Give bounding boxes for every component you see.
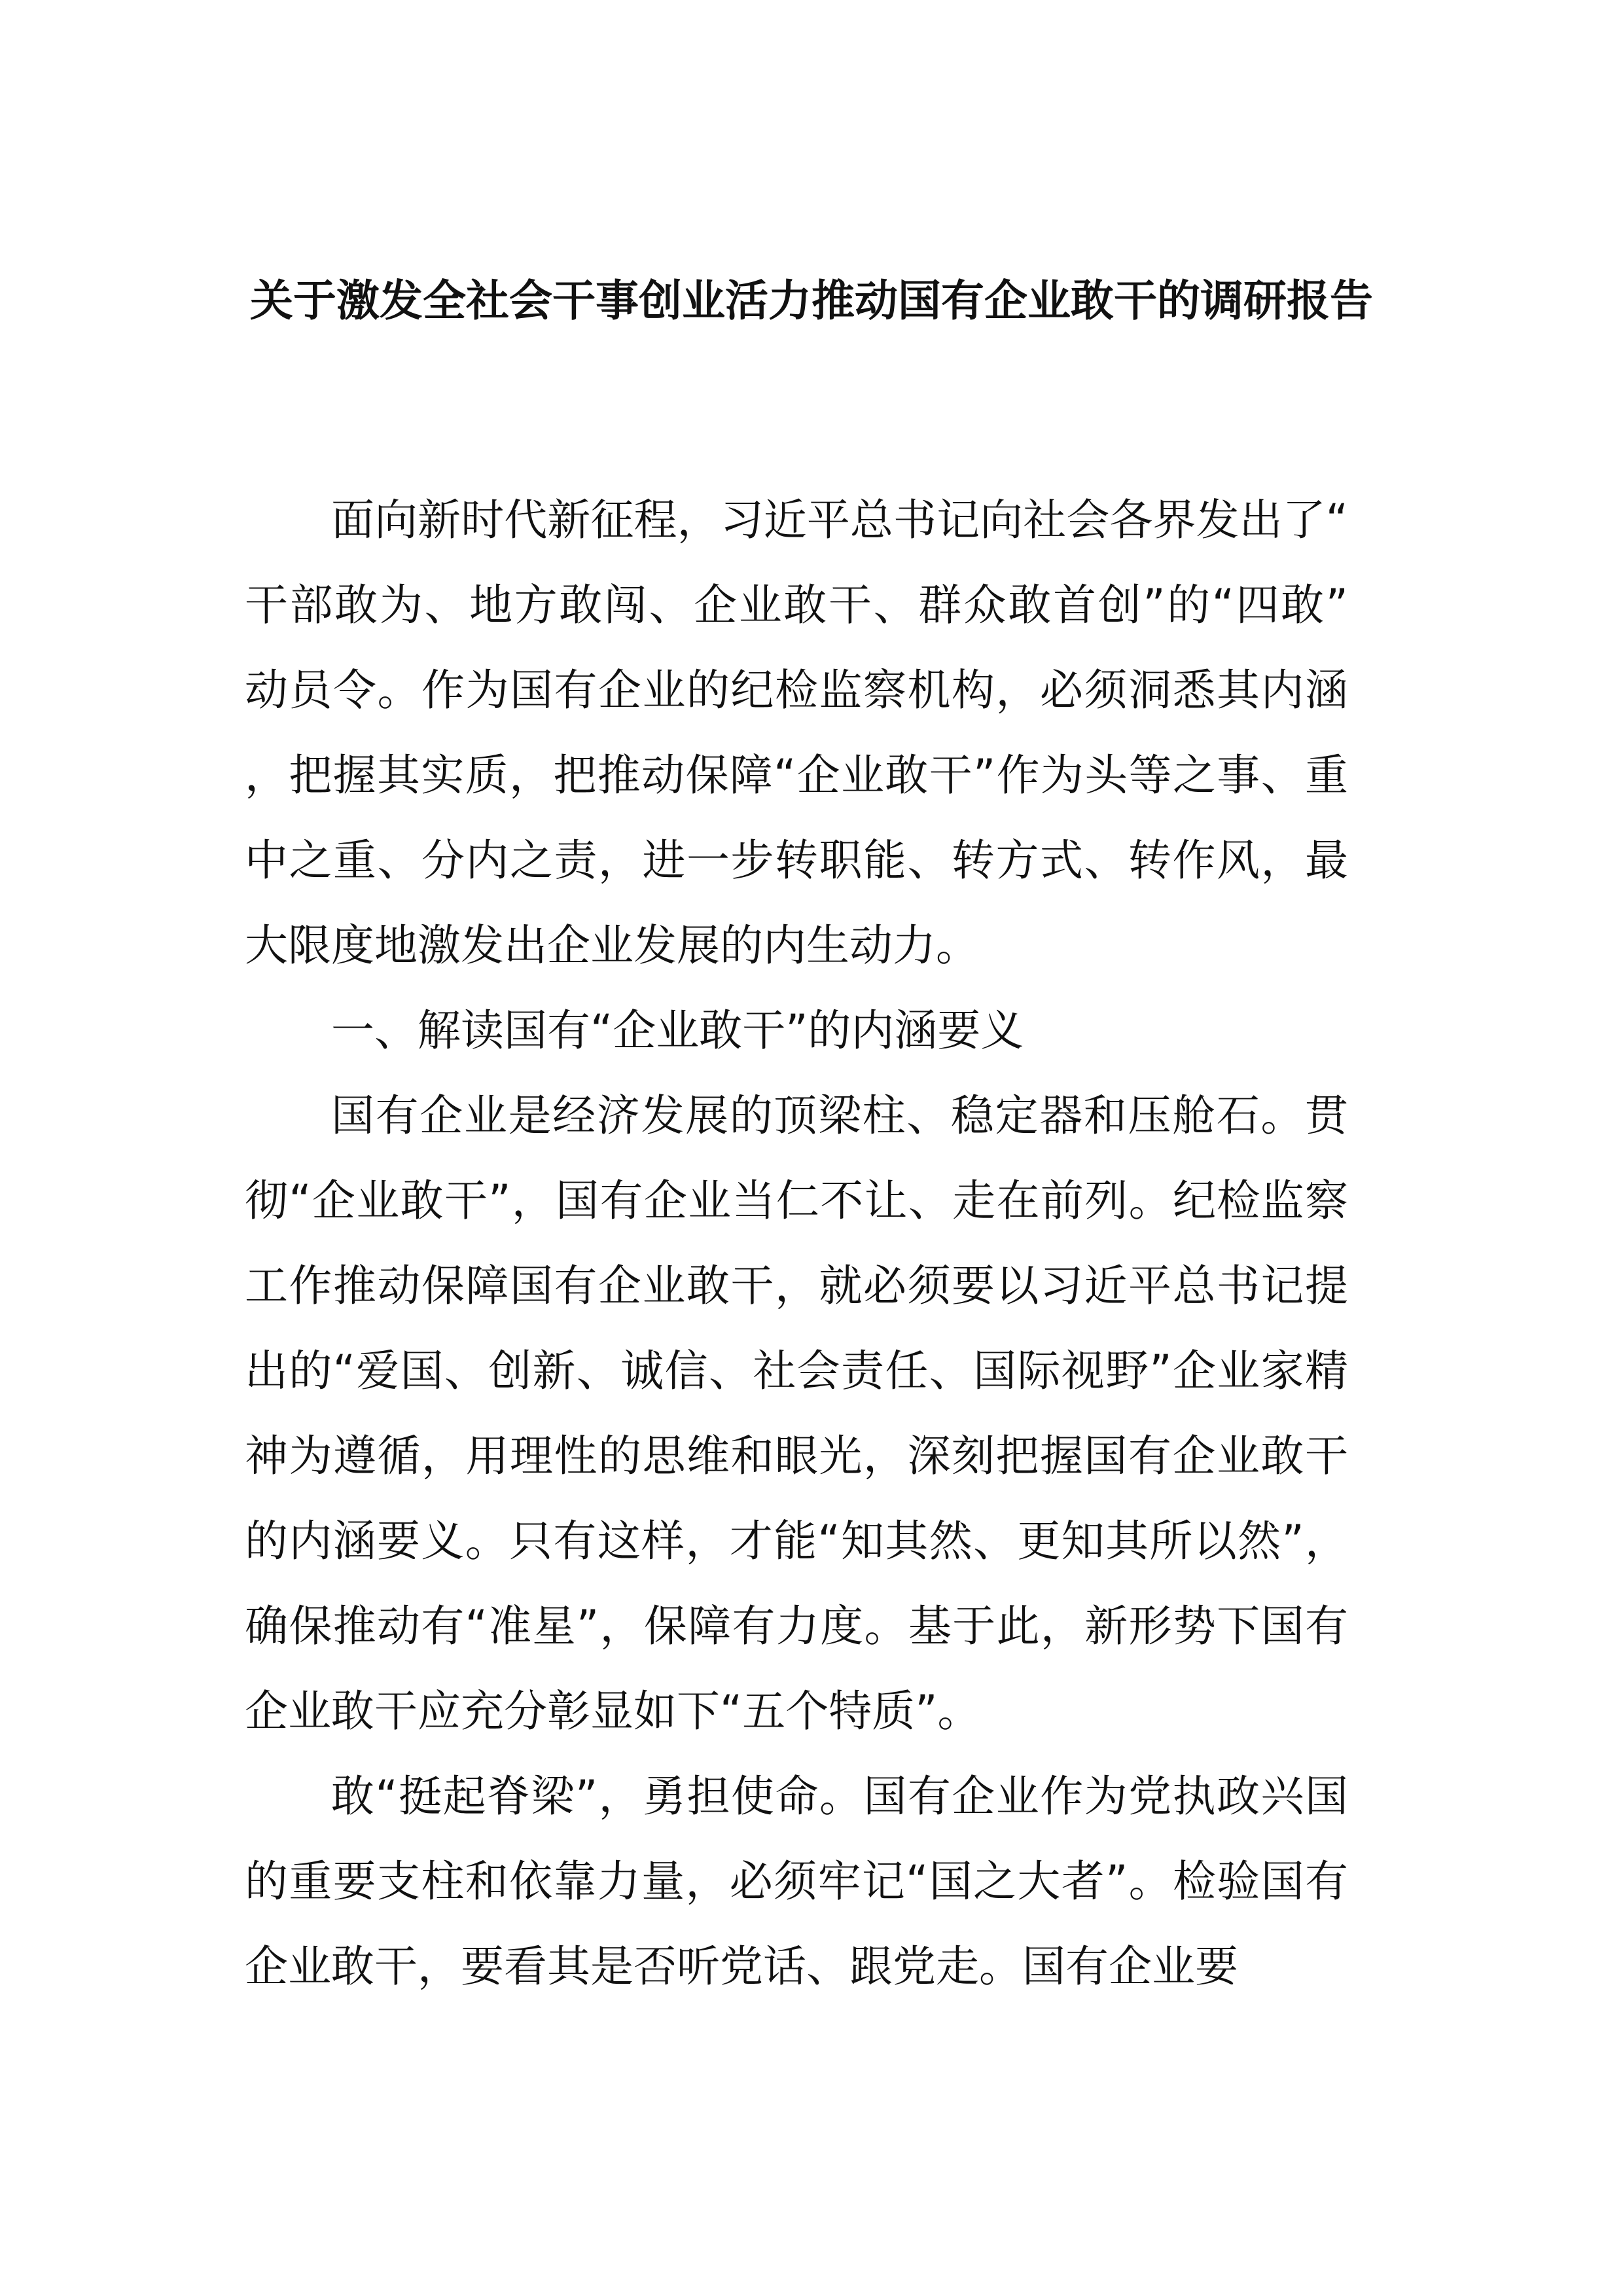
section-heading: 一、解读国有“企业敢干”的内涵要义 bbox=[331, 1005, 1024, 1056]
paragraph-intro: 面向新时代新征程，习近平总书记向社会各界发出了“干部敢为、地方敢闯、企业敢干、群众敢首创”的“四敢”动员令。作为国有企业的纪检监察机构，必须洞悉其内涵，把握其实质，把推动保障“企业敢干”作为头等之事、重中之重、分内之责，进一步转职能、转方式、转作风，最大限度地激发出企业发展的内生动力。 bbox=[245, 495, 1348, 971]
document-body bbox=[245, 478, 1348, 2009]
document-title: 关于激发全社会干事创业活力推动国有企业敢干的调研报告 bbox=[250, 276, 1373, 326]
paragraph-trait-1: 敢“挺起脊梁”，勇担使命。国有企业作为党执政兴国的重要支柱和依靠力量，必须牢记“国之大者”。检验国有企业敢干，要看其是否听党话、跟党走。国有企业要 bbox=[245, 1771, 1348, 1992]
paragraph-section-1: 国有企业是经济发展的顶梁柱、稳定器和压舱石。贯彻“企业敢干”，国有企业当仁不让、走在前列。纪检监察工作推动保障国有企业敢干，就必须要以习近平总书记提出的“爱国、创新、诚信、社会责任、国际视野”企业家精神为遵循，用理性的思维和眼光，深刻把握国有企业敢干的内涵要义。只有这样，才能“知其然、更知其所以然”，确保推动有“准星”，保障有力度。基于此，新形势下国有企业敢干应充分彰显如下“五个特质”。 bbox=[245, 1090, 1348, 1736]
